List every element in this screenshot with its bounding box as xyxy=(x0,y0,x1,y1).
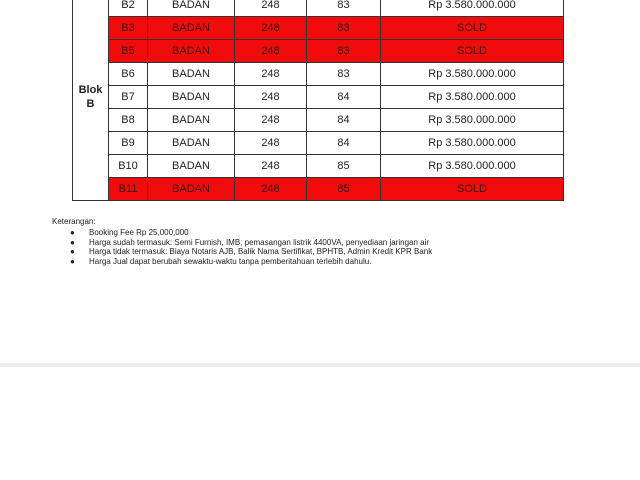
land-area-cell: 248 xyxy=(235,63,307,86)
unit-cell: B2 xyxy=(109,0,148,17)
type-cell: BADAN xyxy=(148,17,235,40)
unit-cell: B10 xyxy=(109,155,148,178)
land-area-cell: 248 xyxy=(235,178,307,201)
building-area-cell: 83 xyxy=(307,17,381,40)
table-row xyxy=(73,63,564,86)
note-item: ● Booking Fee Rp 25,000,000 xyxy=(70,228,189,237)
unit-cell: B11 xyxy=(109,178,148,201)
land-area-cell: 248 xyxy=(235,17,307,40)
building-area-cell: 85 xyxy=(307,178,381,201)
table-row-sold xyxy=(73,40,564,63)
table-row xyxy=(73,86,564,109)
price-cell: Rp 3.580.000.000 xyxy=(381,132,564,155)
land-area-cell: 248 xyxy=(235,40,307,63)
unit-cell: B8 xyxy=(109,109,148,132)
type-cell: BADAN xyxy=(148,0,235,17)
price-list-body xyxy=(73,0,564,201)
building-area-cell: 84 xyxy=(307,132,381,155)
price-list-table xyxy=(72,0,564,201)
note-item: ● Harga Jual dapat berubah sewaktu-waktu tanpa pemberitahuan terlebih dahulu. xyxy=(70,256,372,266)
land-area-cell: 248 xyxy=(235,155,307,178)
land-area-cell: 248 xyxy=(235,109,307,132)
price-cell: Rp 3.580.000.000 xyxy=(381,0,564,17)
notes-title: Keterangan: xyxy=(52,217,96,226)
notes-section xyxy=(52,217,432,266)
note-item: ● Harga tidak termasuk: Biaya Notaris AJB, Balik Nama Sertifikat, BPHTB, Admin Kredit KPR Bank xyxy=(70,247,433,257)
table-row-sold xyxy=(73,178,564,201)
bullet-icon: ● xyxy=(70,256,75,266)
table-row xyxy=(73,109,564,132)
type-cell: BADAN xyxy=(148,109,235,132)
price-cell: Rp 3.580.000.000 xyxy=(381,86,564,109)
price-cell: SOLD xyxy=(381,40,564,63)
type-cell: BADAN xyxy=(148,132,235,155)
notes-list xyxy=(52,228,432,266)
unit-cell: B3 xyxy=(109,17,148,40)
building-area-cell: 83 xyxy=(307,63,381,86)
table-row xyxy=(73,0,564,17)
building-area-cell: 84 xyxy=(307,86,381,109)
price-cell: SOLD xyxy=(381,17,564,40)
note-item: ● Harga sudah termasuk: Semi Furnish, IMB, pemasangan listrik 4400VA, penyediaan jaringan air xyxy=(70,237,430,247)
type-cell: BADAN xyxy=(148,178,235,201)
price-cell: SOLD xyxy=(381,178,564,201)
land-area-cell: 248 xyxy=(235,132,307,155)
price-cell: Rp 3.580.000.000 xyxy=(381,63,564,86)
type-cell: BADAN xyxy=(148,155,235,178)
unit-cell: B9 xyxy=(109,132,148,155)
table-row-sold xyxy=(73,17,564,40)
bullet-icon: ● xyxy=(70,247,75,257)
building-area-cell: 83 xyxy=(307,40,381,63)
unit-cell: B7 xyxy=(109,86,148,109)
next-page xyxy=(0,367,640,480)
price-cell: Rp 3.580.000.000 xyxy=(381,155,564,178)
building-area-cell: 85 xyxy=(307,155,381,178)
unit-cell: B6 xyxy=(109,63,148,86)
bullet-icon: ● xyxy=(70,228,75,237)
table-row xyxy=(73,132,564,155)
unit-cell: B5 xyxy=(109,40,148,63)
type-cell: BADAN xyxy=(148,63,235,86)
type-cell: BADAN xyxy=(148,40,235,63)
block-label: Blok B xyxy=(73,0,109,201)
price-cell: Rp 3.580.000.000 xyxy=(381,109,564,132)
type-cell: BADAN xyxy=(148,86,235,109)
building-area-cell: 83 xyxy=(307,0,381,17)
bullet-icon: ● xyxy=(70,237,75,247)
table-row xyxy=(73,155,564,178)
land-area-cell: 248 xyxy=(235,0,307,17)
building-area-cell: 84 xyxy=(307,109,381,132)
land-area-cell: 248 xyxy=(235,86,307,109)
